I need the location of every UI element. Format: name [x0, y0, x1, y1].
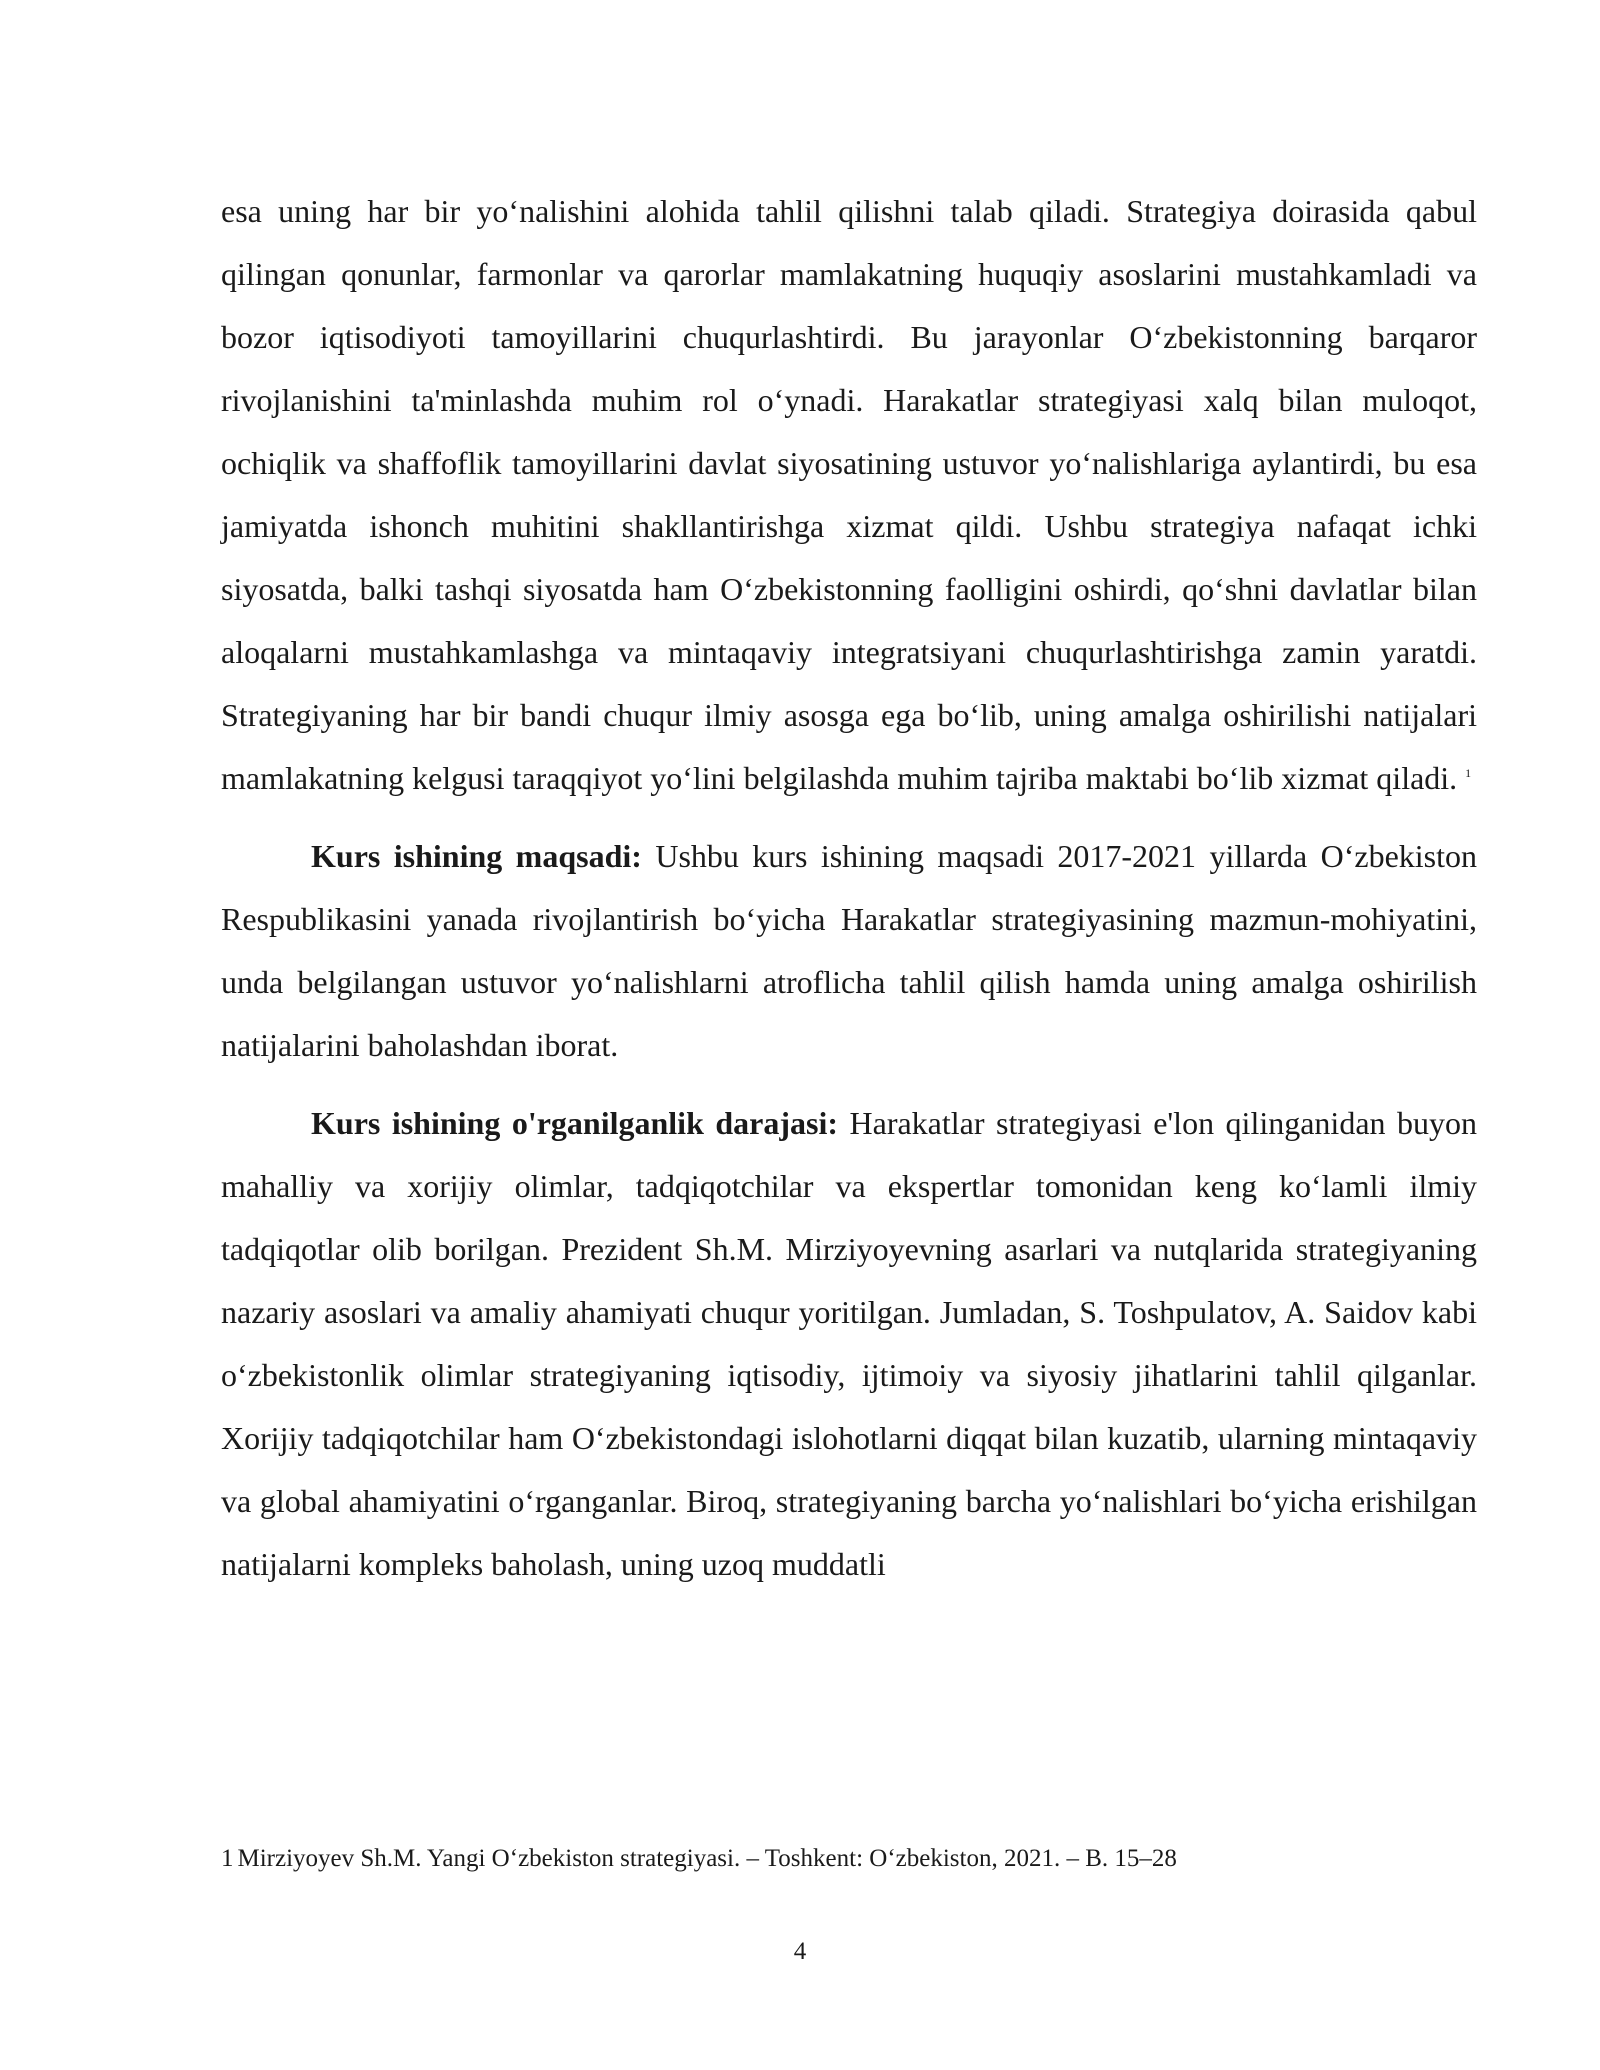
page-number: 4 [793, 1938, 807, 1965]
goal-paragraph [221, 825, 1477, 1077]
study-level-text: Harakatlar strategiyasi e'lon qilinganidan buyon mahalliy va xorijiy olimlar, tadqiqotchilar va ekspertlar tomonidan keng ko‘lamli ilmiy tadqiqotlar olib borilgan. Prezident Sh.M. Mirziyoyevning asarlari va nutqlarida strategiyaning nazariy asoslari va amaliy ahamiyati chuqur yoritilgan. Jumladan, S. Toshpulatov, A. Saidov kabi o‘zbekistonlik olimlar strategiyaning iqtisodiy, ijtimoiy va siyosiy jihatlarini tahlil qilganlar. Xorijiy tadqiqotchilar ham O‘zbekistondagi islohotlarni diqqat bilan kuzatib, ularning mintaqaviy va global ahamiyatini o‘rganganlar. Biroq, strategiyaning barcha yo‘nalishlari bo‘yicha erishilgan natijalarni kompleks baholash, uning uzoq muddatli [221, 1105, 1478, 1582]
footnote-reference: 1 [1465, 766, 1472, 780]
goal-heading: Kurs ishining maqsadi: [311, 838, 642, 874]
goal-text: Ushbu kurs ishining maqsadi 2017-2021 yillarda O‘zbekiston Respublikasini yanada rivojlantirish bo‘yicha Harakatlar strategiyasining mazmun-mohiyatini, unda belgilangan ustuvor yo‘nalishlarni atroflicha tahlil qilish hamda uning amalga oshirilish natijalarini baholashdan iborat. [221, 838, 1477, 1063]
continuation-text: esa uning har bir yo‘nalishini alohida tahlil qilishni talab qiladi. Strategiya doirasida qabul qilingan qonunlar, farmonlar va qarorlar mamlakatning huquqiy asoslarini mustahkamladi va bozor iqtisodiyoti tamoyillarini chuqurlashtirdi. Bu jarayonlar O‘zbekistonning barqaror rivojlanishini ta'minlashda muhim rol o‘ynadi. Harakatlar strategiyasi xalq bilan muloqot, ochiqlik va shaffoflik tamoyillarini davlat siyosatining ustuvor yo‘nalishlariga aylantirdi, bu esa jamiyatda ishonch muhitini shakllantirishga xizmat qildi. Ushbu strategiya nafaqat ichki siyosatda, balki tashqi siyosatda ham O‘zbekistonning faolligini oshirdi, qo‘shni davlatlar bilan aloqalarni mustahkamlashga va mintaqaviy integratsiyani chuqurlashtirishga zamin yaratdi. Strategiyaning har bir bandi chuqur ilmiy asosga ega bo‘lib, uning amalga oshirilishi natijalari mamlakatning kelgusi taraqqiyot yo‘lini belgilashda muhim tajriba maktabi bo‘lib xizmat qiladi. [221, 193, 1477, 796]
footnote-number: 1 [221, 1845, 234, 1872]
footnote [221, 1843, 1477, 1875]
study-level-paragraph [221, 1092, 1477, 1596]
body-text [221, 180, 1477, 1596]
footnote-text: Mirziyoyev Sh.M. Yangi O‘zbekiston strategiyasi. – Toshkent: O‘zbekiston, 2021. – B. 15–28 [237, 1845, 1177, 1872]
continuation-paragraph [221, 180, 1477, 810]
study-level-heading: Kurs ishining o'rganilganlik darajasi: [311, 1105, 839, 1141]
